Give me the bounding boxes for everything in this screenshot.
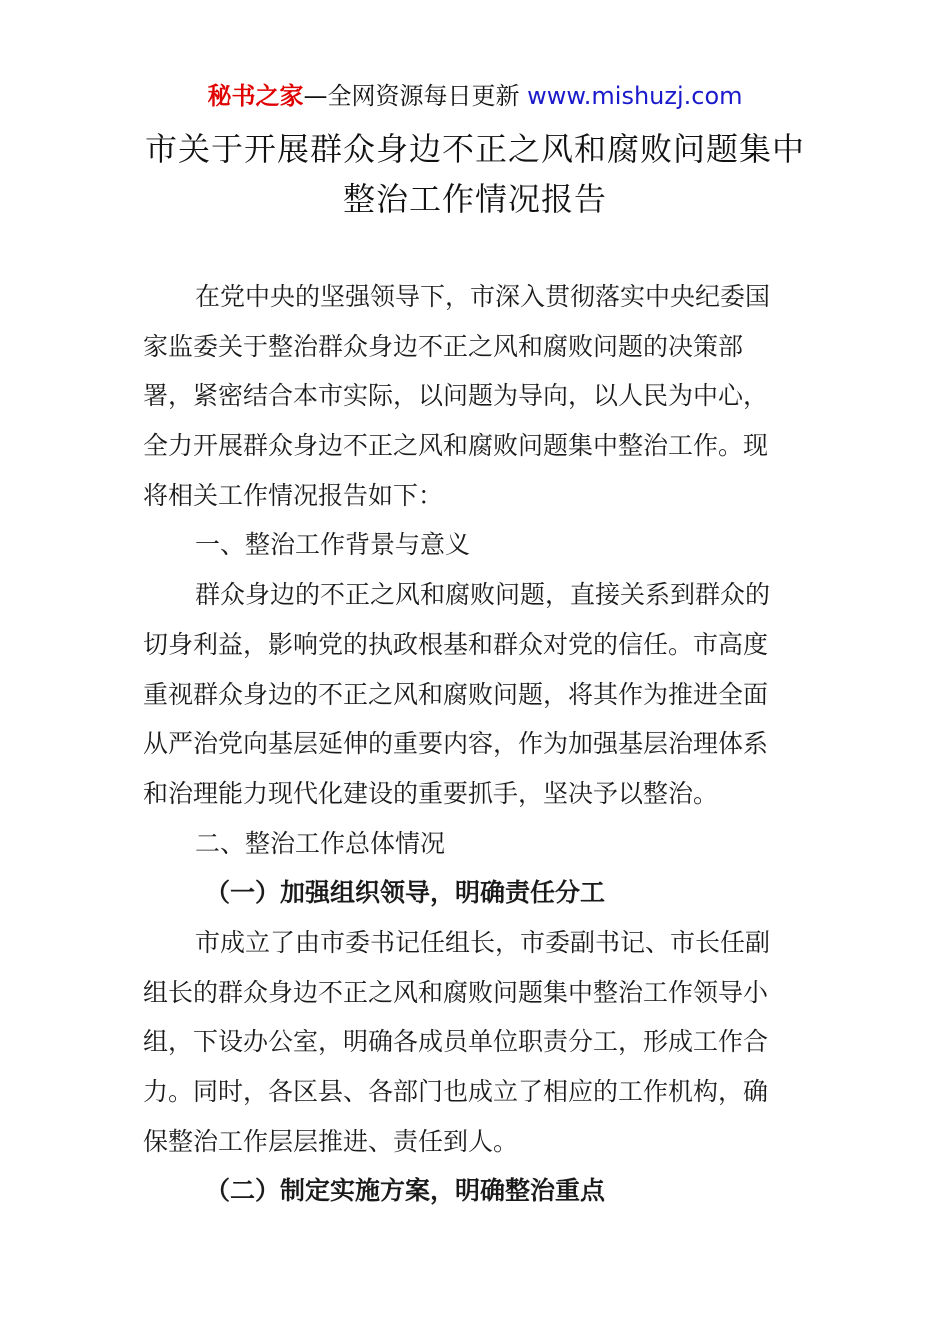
site-header	[0, 80, 950, 112]
document-body	[143, 272, 807, 1216]
site-brand: 秘书之家	[207, 82, 304, 110]
subsection-heading-1: （一）加强组织领导，明确责任分工	[205, 878, 606, 908]
section-heading-1: 一、整治工作背景与意义	[195, 530, 471, 560]
subsection-heading-2: （二）制定实施方案，明确整治重点	[205, 1176, 606, 1206]
paragraph-organization-line: 力。同时，各区县、各部门也成立了相应的工作机构，确	[143, 1077, 769, 1106]
paragraph-intro-line: 全力开展群众身边不正之风和腐败问题集中整治工作。现	[143, 431, 769, 461]
paragraph-organization-line: 组长的群众身边不正之风和腐败问题集中整治工作领导小	[143, 977, 769, 1007]
site-tagline: —全网资源每日更新	[303, 82, 520, 110]
paragraph-intro-line: 署，紧密结合本市实际，以问题为导向，以人民为中心，	[143, 381, 769, 411]
paragraph-intro-line: 在党中央的坚强领导下，市深入贯彻落实中央纪委国	[195, 282, 771, 311]
paragraph-intro-line: 将相关工作情况报告如下：	[143, 480, 444, 510]
section-heading-2: 二、整治工作总体情况	[195, 828, 446, 858]
document-title	[100, 124, 850, 224]
paragraph-background-line: 切身利益，影响党的执政根基和群众对党的信任。市高度	[143, 629, 769, 659]
paragraph-organization-line: 组，下设办公室，明确各成员单位职责分工，形成工作合	[143, 1027, 769, 1057]
paragraph-background-line: 和治理能力现代化建设的重要抓手，坚决予以整治。	[143, 778, 719, 808]
paragraph-organization-line: 保整治工作层层推进、责任到人。	[143, 1126, 519, 1156]
paragraph-background-line: 从严治党向基层延伸的重要内容，作为加强基层治理体系	[143, 729, 769, 759]
paragraph-background-line: 群众身边的不正之风和腐败问题，直接关系到群众的	[195, 580, 771, 610]
paragraph-background-line: 重视群众身边的不正之风和腐败问题，将其作为推进全面	[143, 679, 769, 709]
title-line-2: 整治工作情况报告	[342, 180, 607, 218]
site-url-link[interactable]: www.mishuzj.com	[527, 82, 743, 110]
paragraph-intro-line: 家监委关于整治群众身边不正之风和腐败问题的决策部	[143, 331, 744, 361]
title-line-1: 市关于开展群众身边不正之风和腐败问题集中	[144, 130, 805, 168]
paragraph-organization-line: 市成立了由市委书记任组长，市委副书记、市长任副	[195, 927, 771, 957]
